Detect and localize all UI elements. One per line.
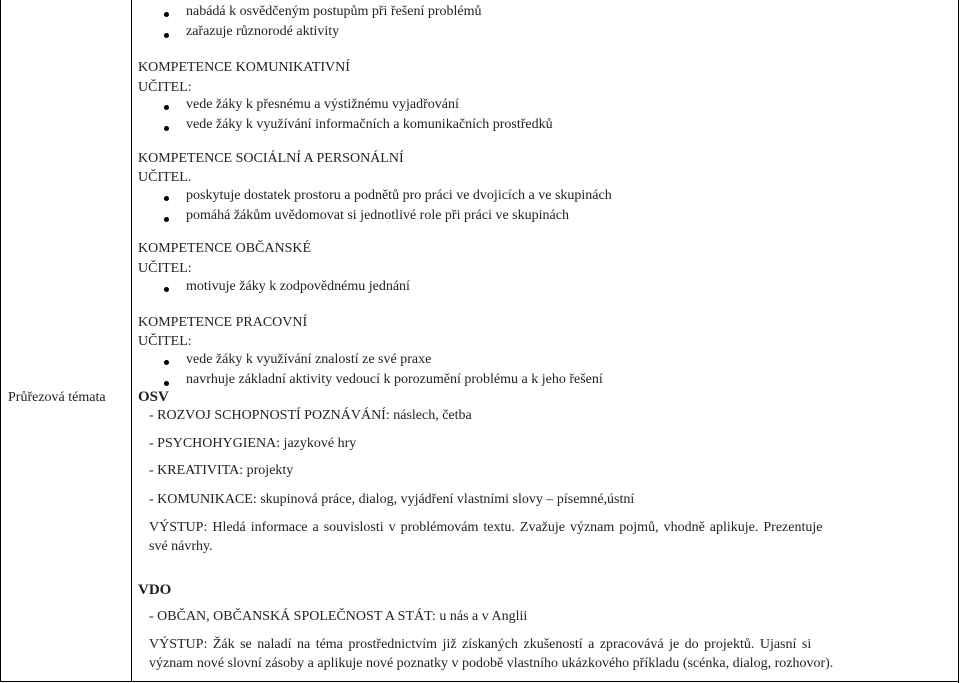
- list-item: vede žáky k využívání znalostí ze své praxe: [186, 352, 432, 367]
- column-divider: [131, 0, 132, 682]
- kompetence-title: KOMPETENCE KOMUNIKATIVNÍ: [138, 60, 350, 75]
- kompetence-title: KOMPETENCE PRACOVNÍ: [138, 315, 308, 330]
- list-item: navrhuje základní aktivity vedoucí k porozumění problému a k jeho řešení: [186, 372, 603, 387]
- osv-vystup-cont: své návrhy.: [149, 539, 213, 554]
- osv-heading: OSV: [138, 389, 169, 405]
- ucitel-label: UČITEL:: [138, 80, 192, 95]
- vdo-vystup: VÝSTUP: Žák se naladí na téma prostřednictvím již získaných zkušeností a zpracovává je do projektů. Ujasní si: [149, 637, 812, 652]
- list-item: poskytuje dostatek prostoru a podnětů pro práci ve dvojicích a ve skupinách: [186, 188, 612, 203]
- bullet-icon: [164, 360, 169, 365]
- vdo-line: - OBČAN, OBČANSKÁ SPOLEČNOST A STÁT: u nás a v Anglii: [149, 609, 528, 624]
- osv-line: - ROZVOJ SCHOPNOSTÍ POZNÁVÁNÍ: náslech, četba: [149, 408, 472, 423]
- section-label: Průřezová témata: [8, 390, 106, 405]
- bullet-icon: [164, 196, 169, 201]
- bullet-icon: [164, 33, 169, 38]
- list-item: vede žáky k přesnému a výstižnému vyjadřování: [186, 97, 459, 112]
- vdo-vystup-cont: význam nové slovní zásoby a aplikuje nové poznatky v podobě vlastního ukázkového příkladu (scénka, dialog, rozhovor).: [149, 656, 834, 671]
- bullet-icon: [164, 381, 169, 386]
- ucitel-label: UČITEL.: [138, 170, 192, 185]
- bullet-icon: [164, 126, 169, 131]
- osv-vystup: VÝSTUP: Hledá informace a souvislosti v problémovám textu. Zvažuje význam pojmů, vhodně aplikuje. Prezentuje: [149, 520, 823, 535]
- bullet-icon: [164, 12, 169, 17]
- list-item: vede žáky k využívání informačních a komunikačních prostředků: [186, 117, 553, 132]
- list-item: zařazuje různorodé aktivity: [186, 24, 340, 39]
- vdo-heading: VDO: [138, 582, 172, 598]
- osv-line: - KREATIVITA: projekty: [149, 463, 294, 478]
- list-item: motivuje žáky k zodpovědnému jednání: [186, 279, 410, 294]
- kompetence-title: KOMPETENCE OBČANSKÉ: [138, 241, 312, 256]
- ucitel-label: UČITEL:: [138, 261, 192, 276]
- ucitel-label: UČITEL:: [138, 334, 192, 349]
- bullet-icon: [164, 217, 169, 222]
- table-right-border: [958, 0, 959, 683]
- kompetence-title: KOMPETENCE SOCIÁLNÍ A PERSONÁLNÍ: [138, 151, 404, 166]
- osv-line: - PSYCHOHYGIENA: jazykové hry: [149, 436, 357, 451]
- bullet-icon: [164, 287, 169, 292]
- osv-line: - KOMUNIKACE: skupinová práce, dialog, vyjádření vlastními slovy – písemné,ústní: [149, 492, 635, 507]
- list-item: nabádá k osvědčeným postupům při řešení problémů: [186, 4, 482, 19]
- list-item: pomáhá žákům uvědomovat si jednotlivé role při práci ve skupinách: [186, 208, 569, 223]
- bullet-icon: [164, 105, 169, 110]
